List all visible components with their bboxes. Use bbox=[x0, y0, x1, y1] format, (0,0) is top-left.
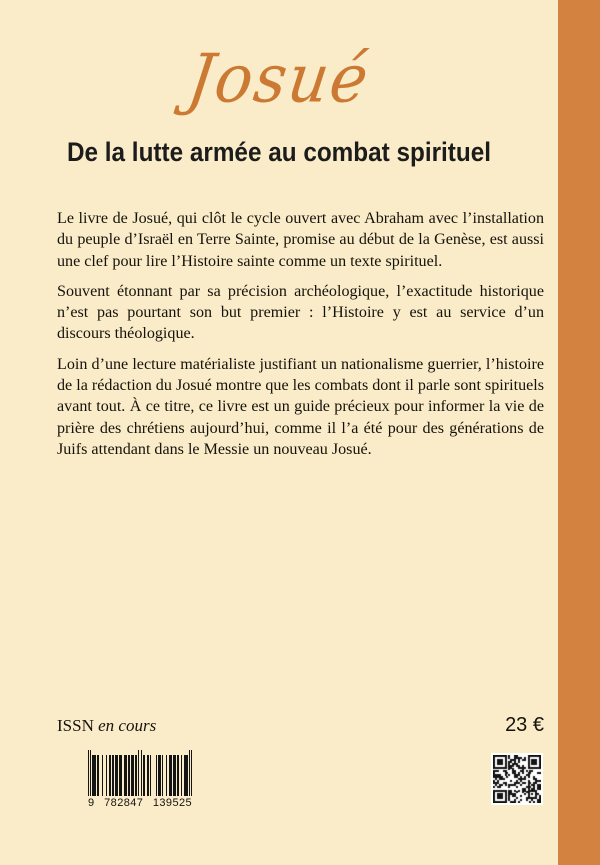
issn-status: en cours bbox=[98, 716, 157, 735]
blurb-paragraph: Souvent étonnant par sa précision archéologique, l’exactitude historique n’est pas pourtant son but premier : l’Histoire y est au service d’un discours théologique. bbox=[57, 282, 544, 343]
isbn-barcode bbox=[88, 750, 192, 809]
price-label: 23 € bbox=[505, 714, 544, 736]
blurb-paragraph: Loin d’une lecture matérialiste justifiant un nationalisme guerrier, l’histoire de la rédaction du Josué montre que les combats dont il parle sont spirituels avant tout. À ce titre, ce livre est un guide précieux pour informer la vie de prière des chrétiens aujourd’hui, comme il l’a été pour des générations de Juifs attendant dans le Messie un nouveau Josué. bbox=[57, 355, 544, 458]
blurb-text bbox=[57, 208, 544, 460]
issn-line bbox=[57, 715, 156, 737]
barcode-lead-digit: 9 bbox=[88, 797, 95, 809]
qr-code-image bbox=[493, 755, 541, 803]
footer-row bbox=[57, 715, 544, 815]
title-block bbox=[0, 36, 558, 168]
qr-code bbox=[491, 753, 543, 805]
barcode-bars bbox=[88, 750, 192, 796]
barcode-digits bbox=[88, 797, 192, 809]
spine-accent-band bbox=[558, 0, 600, 865]
script-title: Josué bbox=[183, 39, 375, 118]
subtitle: De la lutte armée au combat spirituel bbox=[66, 137, 492, 167]
blurb-paragraph: Le livre de Josué, qui clôt le cycle ouvert avec Abraham avec l’installation du peuple d’Israël en Terre Sainte, promise au début de la Genèse, est aussi une clef pour lire l’Histoire sainte comme un texte spirituel. bbox=[57, 210, 544, 270]
barcode-left-group: 782847 bbox=[104, 797, 144, 809]
issn-label: ISSN bbox=[57, 716, 94, 735]
barcode-right-group: 139525 bbox=[152, 797, 192, 809]
